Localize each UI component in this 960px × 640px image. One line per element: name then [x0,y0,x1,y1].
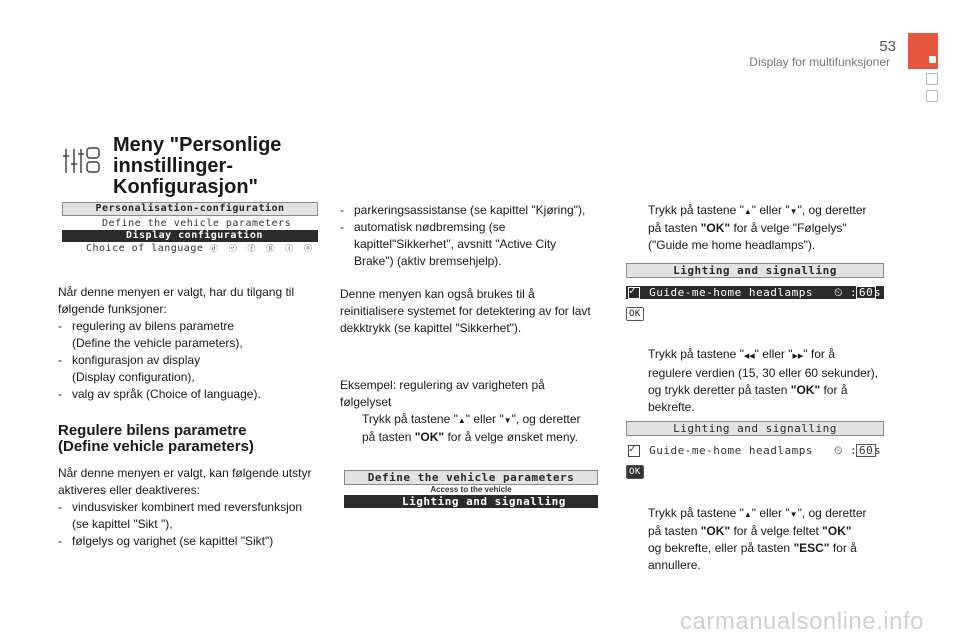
list-item: - følgelys og varighet (se kapittel "Sikt") [58,534,274,548]
accent-square [929,56,936,63]
instruction-step: Trykk på tastene "◀◀" eller "▶▶" for å regulere verdien (15, 30 eller 60 sekunder), og trykk deretter på tasten "OK" for å bekrefte. [648,347,879,414]
list-item: - automatisk nødbremsing (se kapittel"Sikkerhet", avsnitt "Active City Brake") (aktiv bremsehjelp). [340,220,557,268]
instruction-step: Trykk på tastene "▲" eller "▼", og deretter på tasten "OK" for å velge feltet "OK" og bekrefte, eller på tasten "ESC" for å annullere. [648,506,867,572]
menu-item-language: Choice of language ⓓ ⓔ ⓕ ⓖ ⓘ ⓝ [86,243,315,254]
up-arrow-icon: ▲ [743,510,752,519]
screen-define-vehicle [344,470,598,512]
screen-lighting-1 [626,263,884,321]
tab-box-2 [926,90,938,102]
up-arrow-icon: ▲ [743,207,752,216]
list-item: - vindusvisker kombinert med reversfunksjon (se kapittel "Sikt "), [58,500,303,531]
screen-personalisation [62,202,318,268]
down-arrow-icon: ▼ [789,510,798,519]
timer-icon: ⏲ [834,286,844,299]
timer-icon: ⏲ [834,444,844,457]
section-subheading: Regulere bilens parametre (Define vehicle parameters) [58,422,254,455]
screen-title-bar: Define the vehicle parameters [344,470,598,485]
value-field: 60 [856,444,876,457]
page-title: Meny "Personlige innstillinger- Konfigurasjon" [113,134,282,198]
column-1 [58,284,326,550]
menu-item-define: Define the vehicle parameters [102,218,292,229]
checkbox-icon [628,445,640,457]
down-arrow-icon: ▼ [503,416,512,425]
watermark: carmanualsonline.info [680,608,924,635]
setting-row: ✓ Guide-me-home headlamps ⏲ : 60 s [626,444,884,457]
ok-button[interactable]: OK [626,307,644,321]
column-3-step2 [624,346,894,416]
checkbox-icon [628,287,640,299]
intro-line: følgende funksjoner: [58,302,167,316]
list-item: - konfigurasjon av display (Display configuration), [58,353,201,384]
up-arrow-icon: ▲ [457,416,466,425]
settings-sliders-icon [62,146,102,176]
left-arrow-icon: ◀◀ [743,353,755,360]
page-number: 53 [879,38,896,55]
section-title: Display for multifunksjoner [749,55,890,69]
screen-title-bar: Personalisation-configuration [62,202,318,216]
list-item: - regulering av bilens parametre (Define the vehicle parameters), [58,319,243,350]
instruction-step: Trykk på tastene "▲" eller "▼", og deretter på tasten "OK" for å velge "Følgelys" ("Guide me home headlamps"). [648,203,867,252]
sub-intro-line: aktiveres eller deaktiveres: [58,483,201,497]
list-item: - valg av språk (Choice of language). [58,387,261,401]
menu-item-lighting-selected: Lighting and signalling [344,495,598,508]
menu-item-display-selected: Display configuration [62,230,318,242]
accent-tab [908,33,938,69]
column-3 [624,202,894,254]
tab-box-1 [926,73,938,85]
intro-line: Når denne menyen er valgt, har du tilgang til [58,285,295,299]
instruction-step: Trykk på tastene "▲" eller "▼", og deretter på tasten "OK" for å velge ønsket meny. [362,412,581,444]
sub-intro-line: Når denne menyen er valgt, kan følgende utstyr [58,466,312,480]
menu-item-access: Access to the vehicle [430,485,512,494]
ok-button-selected[interactable]: OK [626,465,644,479]
column-3-step3 [624,505,894,574]
screen-title-bar: Lighting and signalling [626,421,884,436]
screen-title-bar: Lighting and signalling [626,263,884,278]
setting-row-selected: ✓ Guide-me-home headlamps ⏲ : 60 s [626,286,884,299]
column-2: - parkeringsassistanse (se kapittel "Kjøring"), - automatisk nødbremsing (se kapittel"Sikkerhet", avsnitt "Active City Brake") (aktiv bremsehjelp). Denne menyen kan også brukes til å reinitialisere systemet for detektering av for lavt dekktrykk (se kapittel "Sikkerhet"). Eksempel: regulering av varigheten på følgelyset Trykk på tastene "▲" eller "▼", og deretter på tasten "OK" for å velge ønsket meny. [340,202,610,446]
value-field: 60 [856,286,876,299]
right-arrow-icon: ▶▶ [792,353,804,360]
down-arrow-icon: ▼ [789,207,798,216]
list-item: - parkeringsassistanse (se kapittel "Kjøring"), [340,203,586,217]
screen-lighting-2 [626,421,884,479]
language-flag-icons: ⓓ ⓔ ⓕ ⓖ ⓘ ⓝ [209,244,315,253]
